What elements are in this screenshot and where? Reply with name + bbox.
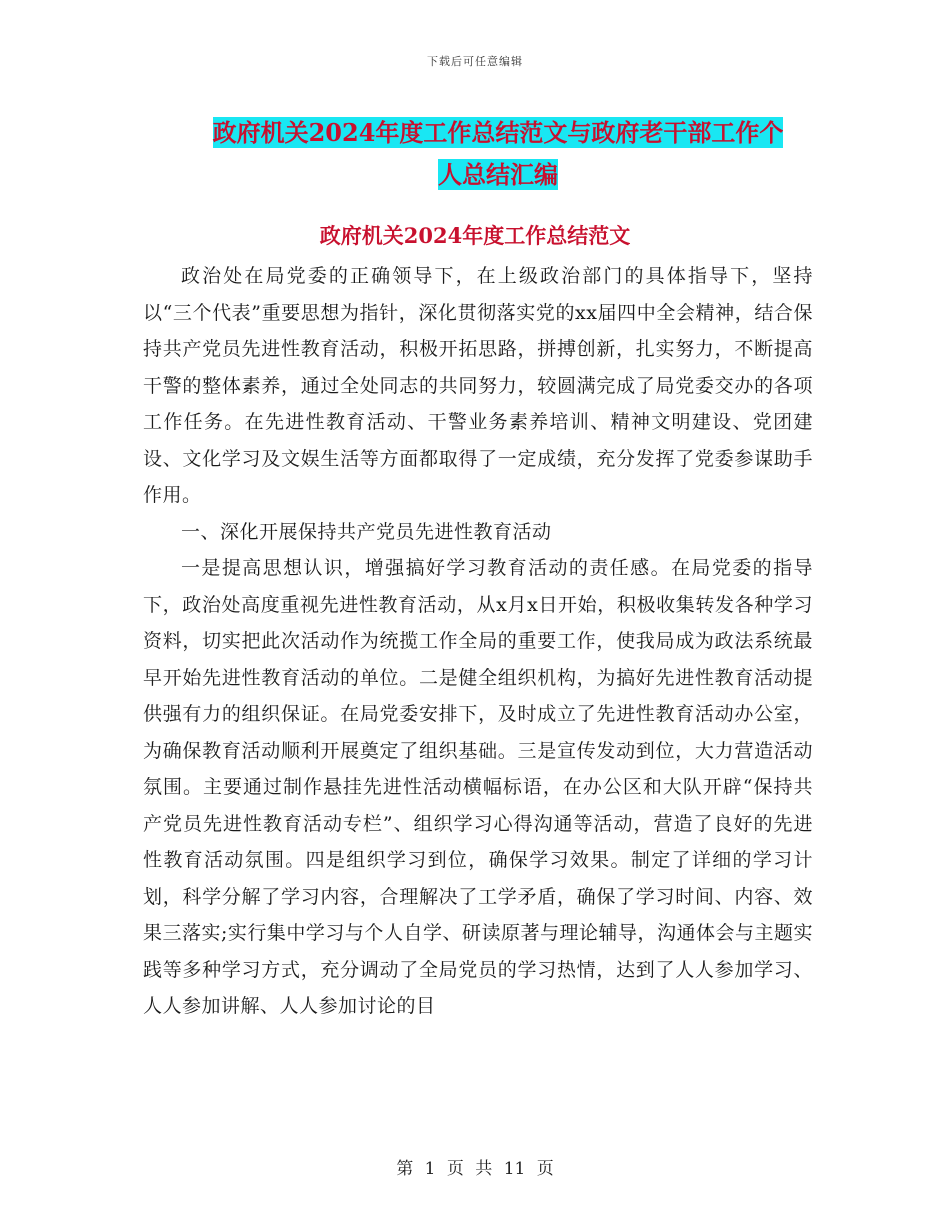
- paragraph-section-1: 一是提高思想认识，增强搞好学习教育活动的责任感。在局党委的指导下，政治处高度重视先进性教育活动，从x月x日开始，积极收集转发各种学习资料，切实把此次活动作为统揽工作全局的重要工作，使我局成为政法系统最早开始先进性教育活动的单位。二是健全组织机构，为搞好先进性教育活动提供强有力的组织保证。在局党委安排下，及时成立了先进性教育活动办公室，为确保教育活动顺利开展奠定了组织基础。三是宣传发动到位，大力营造活动氛围。主要通过制作悬挂先进性活动横幅标语，在办公区和大队开辟“保持共产党员先进性教育活动专栏”、组织学习心得沟通等活动，营造了良好的先进性教育活动氛围。四是组织学习到位，确保学习效果。制定了详细的学习计划，科学分解了学习内容，合理解决了工学矛盾，确保了学习时间、内容、效果三落实;实行集中学习与个人自学、研读原著与理论辅导，沟通体会与主题实践等多种学习方式，充分调动了全局党员的学习热情，达到了人人参加学习、人人参加讲解、人人参加讨论的目: [143, 557, 813, 1017]
- page-number-footer: 第 1 页 共 11 页: [396, 1159, 554, 1179]
- body-text: [143, 258, 813, 1025]
- section-title: 政府机关2024年度工作总结范文: [319, 223, 631, 248]
- paragraph-heading-1: 一、深化开展保持共产党员先进性教育活动: [181, 520, 552, 543]
- main-title: [188, 112, 808, 196]
- paragraph-intro: 政治处在局党委的正确领导下，在上级政治部门的具体指导下，坚持以“三个代表”重要思想为指针，深化贯彻落实党的xx届四中全会精神，结合保持共产党员先进性教育活动，积极开拓思路，拼搏创新，扎实努力，不断提高干警的整体素养，通过全处同志的共同努力，较圆满完成了局党委交办的各项工作任务。在先进性教育活动、干警业务素养培训、精神文明建设、党团建设、文化学习及文娱生活等方面都取得了一定成绩，充分发挥了党委参谋助手作用。: [143, 265, 813, 506]
- header-note: 下载后可任意编辑: [427, 55, 523, 68]
- main-title-line1: 政府机关2024年度工作总结范文与政府老干部工作个: [212, 118, 784, 147]
- main-title-line2: 人总结汇编: [438, 160, 558, 189]
